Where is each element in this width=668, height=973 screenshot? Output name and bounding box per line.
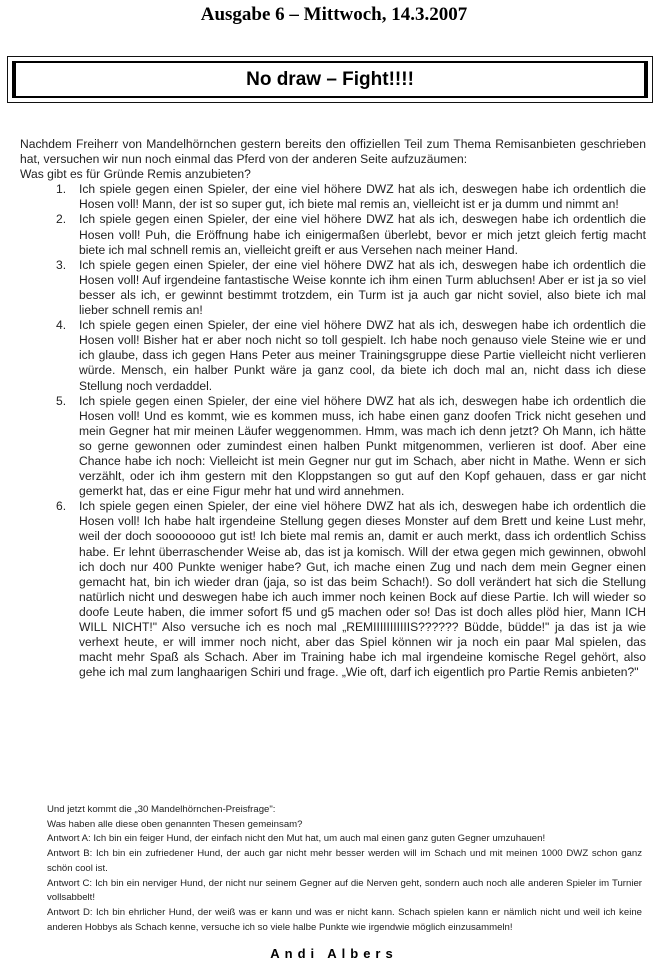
list-item — [20, 212, 646, 257]
quiz-section — [47, 803, 642, 935]
list-item — [20, 318, 646, 393]
quiz-answer-b: Antwort B: Ich bin ein zufriedener Hund, der auch gar nicht mehr besser werden will im Schach und mit meinen 1000 DWZ schon ganz schön cool ist. — [47, 848, 642, 874]
issue-header: Ausgabe 6 – Mittwoch, 14.3.2007 — [200, 4, 468, 25]
title-frame — [7, 56, 653, 103]
list-item-text: Ich spiele gegen einen Spieler, der eine viel höhere DWZ hat als ich, deswegen habe ich ordentlich die Hosen voll! Bisher hat er aber noch nicht so toll gespielt. Ich habe noch genauso viele Steine wie er und ich glaube, dass ich gegen Hans Peter aus meiner Trainingsgruppe diese Partie vielleicht nicht verlieren würde. Mensch, ein halber Punkt wäre ja ganz cool, da biete ich doch mal an, nicht dass ich diese Stellung noch verdaddel. — [79, 318, 646, 393]
list-item-number: 1. — [56, 182, 67, 197]
list-item-number: 6. — [56, 499, 67, 514]
list-item — [20, 394, 646, 500]
list-item — [20, 182, 646, 212]
title-frame-inner — [12, 61, 648, 98]
author-name: Andi Albers — [270, 946, 398, 961]
list-item-text: Ich spiele gegen einen Spieler, der eine viel höhere DWZ hat als ich, deswegen habe ich ordentlich die Hosen voll! Mann, der ist so super gut, ich biete mal remis an, vielleicht ist er ja dumm und nimmt an! — [79, 182, 646, 212]
list-item-number: 2. — [56, 212, 67, 227]
list-item — [20, 499, 646, 680]
reasons-list — [20, 182, 646, 680]
quiz-answer-a: Antwort A: Ich bin ein feiger Hund, der einfach nicht den Mut hat, um auch mal einen ganz guten Gegner umzuhauen! — [47, 833, 546, 845]
article-body — [20, 137, 646, 680]
list-item-text: Ich spiele gegen einen Spieler, der eine viel höhere DWZ hat als ich, deswegen habe ich ordentlich die Hosen voll! Und es kommt, wie es kommen muss, ich habe einen ganz doofen Trick nicht gesehen und mein Gegner hat mir meinen Läufer weggenommen. Hmm, was mach ich denn jetzt? Oh Mann, ich hätte so gerne gewonnen oder zumindest einen halben Punkt mitgenommen, verlieren ist doof. Aber eine Chance habe ich noch: Vielleicht ist mein Gegner nur gut im Schach, aber nicht in Mathe. Wenn er sich verzählt, oder ich ihm gestern mit den Kloppstangen so gut auf den Kopf gehauen, dass er gar nicht gemerkt hat, das er eine Figur mehr hat und wird annehmen. — [79, 393, 646, 499]
article-intro: Nachdem Freiherr von Mandelhörnchen gestern bereits den offiziellen Teil zum Thema Remisanbieten geschrieben hat, versuchen wir nun noch einmal das Pferd von der anderen Seite aufzuzäumen: — [20, 137, 646, 167]
list-item-number: 4. — [56, 318, 67, 333]
list-item-text: Ich spiele gegen einen Spieler, der eine viel höhere DWZ hat als ich, deswegen habe ich ordentlich die Hosen voll! Ich habe halt irgendeine Stellung gegen dieses Monster auf dem Brett und keine Lust mehr, weil der doch soooooooo gut ist! Ich biete mal remis an, damit er auch merkt, dass ich ordentlich Schiss habe. Er lehnt überraschender Weise ab, das ist ja komisch. Will der etwa gegen mich gewinnen, obwohl ich doch nur 400 Punkte weniger habe? Gut, ich mache einen Zug und nach dem mein Gegner einen gemacht hat, bin ich wieder dran (jaja, so ist das beim Schach!). So doll verändert hat sich die Stellung natürlich nicht und deswegen habe ich auch immer noch keinen Bock auf diese Partie. Ich will wieder so doofe Leute haben, die immer sofort f5 und g5 machen oder so! Das ist doch alles plöd hier, Mann ICH WILL NICHT!" Also versuche ich es noch mal „REMIIIIIIIIIIIS?????? Büdde, büdde!" ja das ist ja wie verhext heute, er will immer noch nicht, aber das Spiel können wir ja noch ein paar Mal spielen, das macht mehr Spaß als Schach. Aber im Training habe ich mal irgendeine komische Regel gehört, also gehe ich mal zum langhaarigen Schiri und frage. „Wie oft, darf ich eigentlich pro Partie Remis anbieten?" — [79, 499, 646, 680]
list-item-text: Ich spiele gegen einen Spieler, der eine viel höhere DWZ hat als ich, deswegen habe ich ordentlich die Hosen voll! Auf irgendeine fantastische Weise konnte ich ihm einen Turm abluchsen! Aber er ist ja so viel besser als ich, er gewinnt bestimmt trotzdem, ein Turm ist ja auch gar nicht soviel, also biete ich mal lieber schnell remis an! — [79, 257, 646, 318]
list-item-text: Ich spiele gegen einen Spieler, der eine viel höhere DWZ hat als ich, deswegen habe ich ordentlich die Hosen voll! Puh, die Eröffnung habe ich einigermaßen überlebt, bevor er mich jetzt gleich fertig macht biete ich mal schnell remis an, vielleicht greift er aus Versehen nach meiner Hand. — [79, 212, 646, 257]
quiz-answer-c: Antwort C: Ich bin ein nerviger Hund, der nicht nur seinem Gegner auf die Nerven geht, sondern auch noch alle anderen Spieler im Turnier vollsabbelt! — [47, 877, 642, 904]
list-item — [20, 258, 646, 318]
quiz-intro: Und jetzt kommt die „30 Mandelhörnchen-Preisfrage": — [47, 804, 276, 815]
list-item-number: 5. — [56, 393, 67, 408]
list-item-number: 3. — [56, 257, 67, 272]
quiz-answer-d: Antwort D: Ich bin ehrlicher Hund, der weiß was er kann und was er nicht kann. Schach spielen kann er nämlich nicht und weil ich keine anderen Hobbys als Schach kenne, versuche ich so viele halbe Punkte wie irgendwie möglich einzusammeln! — [47, 906, 642, 933]
article-title: No draw – Fight!!!! — [246, 68, 414, 90]
quiz-question: Was haben alle diese oben genannten Thesen gemeinsam? — [47, 818, 303, 830]
article-question: Was gibt es für Gründe Remis anzubieten? — [20, 167, 251, 182]
